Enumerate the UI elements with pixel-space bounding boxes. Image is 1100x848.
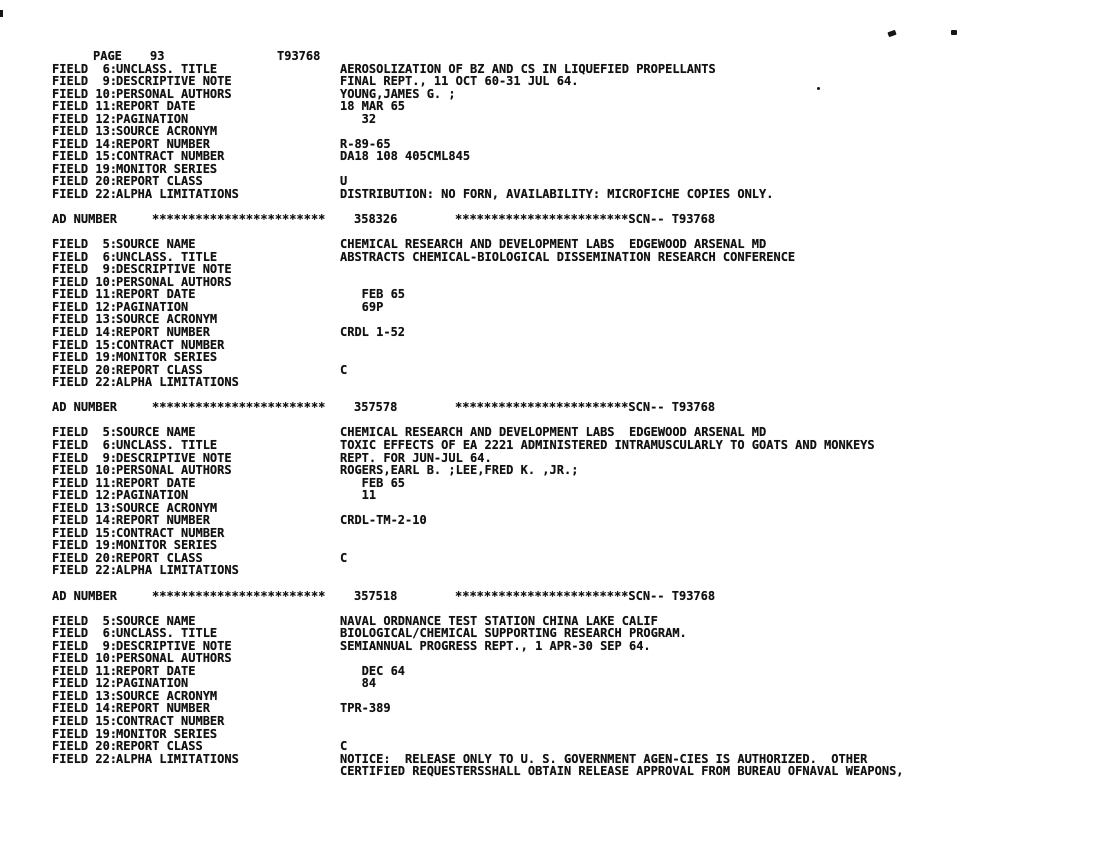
field-value: DA18 108 405CML845	[340, 149, 471, 164]
field-prefix: FIELD 14:	[52, 325, 118, 340]
field-prefix: FIELD 13:	[52, 688, 118, 703]
field-prefix: FIELD 22:	[52, 751, 118, 766]
field-label: REPORT DATE	[116, 663, 196, 678]
field-label: MONITOR SERIES	[116, 350, 218, 365]
field-value: FINAL REPT., 11 OCT 60-31 JUL 64.	[340, 74, 579, 89]
ad-number-separator-line	[52, 590, 1052, 603]
field-line	[52, 276, 1052, 289]
field-label: ALPHA LIMITATIONS	[116, 563, 239, 578]
ad-stars-right: ************************SCN-- T93768	[455, 400, 716, 415]
field-line	[52, 439, 1052, 452]
field-prefix: FIELD 5:	[52, 425, 118, 440]
field-label: PAGINATION	[116, 299, 189, 314]
field-prefix: FIELD 15:	[52, 149, 118, 164]
field-prefix: FIELD 10:	[52, 463, 118, 478]
field-label: REPORT DATE	[116, 287, 196, 302]
field-prefix: FIELD 10:	[52, 86, 118, 101]
field-value: FEB 65	[340, 287, 406, 302]
field-prefix: FIELD 19:	[52, 161, 118, 176]
field-label: REPORT CLASS	[116, 550, 203, 565]
field-line	[52, 715, 1052, 728]
field-value: 69P	[340, 299, 384, 314]
field-prefix: FIELD 20:	[52, 739, 118, 754]
field-label: REPORT DATE	[116, 475, 196, 490]
field-prefix: FIELD 11:	[52, 287, 118, 302]
field-value: FEB 65	[340, 475, 406, 490]
field-value: ROGERS,EARL B. ;LEE,FRED K. ,JR.;	[340, 463, 579, 478]
field-value: R-89-65	[340, 136, 391, 151]
field-prefix: FIELD 19:	[52, 726, 118, 741]
field-value: CHEMICAL RESEARCH AND DEVELOPMENT LABS EDGEWOOD ARSENAL MD	[340, 425, 767, 440]
field-prefix: FIELD 12:	[52, 676, 118, 691]
field-value: C	[340, 550, 348, 565]
field-line	[52, 326, 1052, 339]
field-line	[52, 539, 1052, 552]
field-label: SOURCE NAME	[116, 613, 196, 628]
field-prefix: FIELD 15:	[52, 337, 118, 352]
field-line	[52, 677, 1052, 690]
field-continuation-line	[52, 765, 1052, 778]
field-label: CONTRACT NUMBER	[116, 525, 225, 540]
field-label: ALPHA LIMITATIONS	[116, 375, 239, 390]
field-prefix: FIELD 14:	[52, 136, 118, 151]
field-prefix: FIELD 19:	[52, 538, 118, 553]
field-prefix: FIELD 22:	[52, 375, 118, 390]
page-header-line	[52, 50, 1052, 63]
field-line	[52, 665, 1052, 678]
ad-stars-right: ************************SCN-- T93768	[455, 212, 716, 227]
field-prefix: FIELD 12:	[52, 299, 118, 314]
field-value: CRDL 1-52	[340, 325, 406, 340]
field-label: MONITOR SERIES	[116, 726, 218, 741]
field-label: PERSONAL AUTHORS	[116, 86, 232, 101]
field-prefix: FIELD 5:	[52, 613, 118, 628]
field-label: REPORT NUMBER	[116, 513, 210, 528]
field-value: ABSTRACTS CHEMICAL-BIOLOGICAL DISSEMINATION RESEARCH CONFERENCE	[340, 249, 796, 264]
field-line	[52, 652, 1052, 665]
field-line	[52, 125, 1052, 138]
field-prefix: FIELD 9:	[52, 262, 118, 277]
field-line	[52, 514, 1052, 527]
field-value: REPT. FOR JUN-JUL 64.	[340, 450, 492, 465]
field-line	[52, 75, 1052, 88]
field-value-continued: CERTIFIED REQUESTERSSHALL OBTAIN RELEASE APPROVAL FROM BUREAU OFNAVAL WEAPONS,	[340, 764, 904, 779]
field-prefix: FIELD 14:	[52, 513, 118, 528]
field-prefix: FIELD 10:	[52, 651, 118, 666]
ad-number-value: 357518	[354, 588, 398, 603]
field-prefix: FIELD 19:	[52, 350, 118, 365]
field-line	[52, 88, 1052, 101]
blank-line	[52, 577, 1052, 590]
field-value: C	[340, 739, 348, 754]
field-value: DEC 64	[340, 663, 406, 678]
field-line	[52, 489, 1052, 502]
field-prefix: FIELD 20:	[52, 362, 118, 377]
field-line	[52, 740, 1052, 753]
field-label: MONITOR SERIES	[116, 161, 218, 176]
field-label: DESCRIPTIVE NOTE	[116, 262, 232, 277]
field-line	[52, 464, 1052, 477]
field-label: ALPHA LIMITATIONS	[116, 751, 239, 766]
field-value: BIOLOGICAL/CHEMICAL SUPPORTING RESEARCH PROGRAM.	[340, 626, 687, 641]
field-value: C	[340, 362, 348, 377]
field-prefix: FIELD 15:	[52, 713, 118, 728]
page-label: PAGE	[93, 49, 122, 63]
ad-stars-left: ************************	[152, 212, 326, 227]
field-label: REPORT CLASS	[116, 362, 203, 377]
field-label: UNCLASS. TITLE	[116, 61, 218, 76]
ad-number-value: 357578	[354, 400, 398, 415]
field-value: AEROSOLIZATION OF BZ AND CS IN LIQUEFIED PROPELLANTS	[340, 61, 716, 76]
field-label: REPORT NUMBER	[116, 701, 210, 716]
field-label: PERSONAL AUTHORS	[116, 651, 232, 666]
field-prefix: FIELD 14:	[52, 701, 118, 716]
field-label: SOURCE ACRONYM	[116, 500, 218, 515]
field-line	[52, 263, 1052, 276]
ad-stars-right: ************************SCN-- T93768	[455, 588, 716, 603]
field-prefix: FIELD 22:	[52, 563, 118, 578]
field-prefix: FIELD 6:	[52, 626, 118, 641]
field-prefix: FIELD 12:	[52, 111, 118, 126]
field-label: SOURCE ACRONYM	[116, 312, 218, 327]
field-prefix: FIELD 13:	[52, 124, 118, 139]
field-label: REPORT NUMBER	[116, 136, 210, 151]
field-value: CRDL-TM-2-10	[340, 513, 427, 528]
field-label: CONTRACT NUMBER	[116, 337, 225, 352]
field-label: REPORT CLASS	[116, 739, 203, 754]
field-value: 18 MAR 65	[340, 99, 406, 114]
field-prefix: FIELD 6:	[52, 61, 118, 76]
field-line	[52, 351, 1052, 364]
field-value: NOTICE: RELEASE ONLY TO U. S. GOVERNMENT AGEN-CIES IS AUTHORIZED. OTHER	[340, 751, 868, 766]
field-prefix: FIELD 10:	[52, 274, 118, 289]
field-prefix: FIELD 12:	[52, 488, 118, 503]
field-label: UNCLASS. TITLE	[116, 626, 218, 641]
field-line	[52, 376, 1052, 389]
field-label: REPORT DATE	[116, 99, 196, 114]
ad-number-separator-line	[52, 401, 1052, 414]
ad-stars-left: ************************	[152, 400, 326, 415]
field-label: PERSONAL AUTHORS	[116, 274, 232, 289]
ad-number-separator-line	[52, 213, 1052, 226]
field-prefix: FIELD 9:	[52, 450, 118, 465]
blank-line	[52, 602, 1052, 615]
field-label: DESCRIPTIVE NOTE	[116, 450, 232, 465]
field-line	[52, 238, 1052, 251]
field-value: U	[340, 174, 348, 189]
field-value: 32	[340, 111, 377, 126]
field-prefix: FIELD 6:	[52, 437, 118, 452]
field-prefix: FIELD 11:	[52, 475, 118, 490]
field-line	[52, 100, 1052, 113]
field-label: PAGINATION	[116, 111, 189, 126]
field-value: YOUNG,JAMES G. ;	[340, 86, 456, 101]
field-label: CONTRACT NUMBER	[116, 713, 225, 728]
field-label: UNCLASS. TITLE	[116, 249, 218, 264]
field-label: SOURCE ACRONYM	[116, 688, 218, 703]
field-value: CHEMICAL RESEARCH AND DEVELOPMENT LABS EDGEWOOD ARSENAL MD	[340, 237, 767, 252]
field-value: SEMIANNUAL PROGRESS REPT., 1 APR-30 SEP 64.	[340, 638, 651, 653]
field-prefix: FIELD 13:	[52, 312, 118, 327]
field-prefix: FIELD 11:	[52, 99, 118, 114]
field-line	[52, 627, 1052, 640]
field-label: REPORT NUMBER	[116, 325, 210, 340]
field-prefix: FIELD 13:	[52, 500, 118, 515]
field-label: REPORT CLASS	[116, 174, 203, 189]
field-value: NAVAL ORDNANCE TEST STATION CHINA LAKE CALIF	[340, 613, 658, 628]
field-line	[52, 477, 1052, 490]
scan-speck	[951, 30, 957, 35]
field-prefix: FIELD 22:	[52, 187, 118, 202]
page-number: 93	[150, 49, 165, 63]
field-label: SOURCE ACRONYM	[116, 124, 218, 139]
field-prefix: FIELD 15:	[52, 525, 118, 540]
field-prefix: FIELD 11:	[52, 663, 118, 678]
field-label: PAGINATION	[116, 676, 189, 691]
field-value: TOXIC EFFECTS OF EA 2221 ADMINISTERED INTRAMUSCULARLY TO GOATS AND MONKEYS	[340, 437, 875, 452]
ad-number-label: AD NUMBER	[52, 212, 118, 227]
field-label: PERSONAL AUTHORS	[116, 463, 232, 478]
field-label: SOURCE NAME	[116, 237, 196, 252]
field-line	[52, 288, 1052, 301]
field-label: PAGINATION	[116, 488, 189, 503]
field-prefix: FIELD 9:	[52, 638, 118, 653]
doc-id: T93768	[277, 49, 321, 63]
field-label: SOURCE NAME	[116, 425, 196, 440]
field-line	[52, 188, 1052, 201]
ad-number-label: AD NUMBER	[52, 588, 118, 603]
field-label: CONTRACT NUMBER	[116, 149, 225, 164]
field-label: DESCRIPTIVE NOTE	[116, 74, 232, 89]
field-label: MONITOR SERIES	[116, 538, 218, 553]
field-prefix: FIELD 5:	[52, 237, 118, 252]
field-label: ALPHA LIMITATIONS	[116, 187, 239, 202]
ad-number-value: 358326	[354, 212, 398, 227]
ad-stars-left: ************************	[152, 588, 326, 603]
field-prefix: FIELD 20:	[52, 550, 118, 565]
field-value: 11	[340, 488, 377, 503]
scan-speck	[887, 30, 896, 37]
field-prefix: FIELD 6:	[52, 249, 118, 264]
field-prefix: FIELD 20:	[52, 174, 118, 189]
field-line	[52, 564, 1052, 577]
scan-speck	[0, 10, 3, 17]
field-label: DESCRIPTIVE NOTE	[116, 638, 232, 653]
field-value: 84	[340, 676, 377, 691]
field-value: DISTRIBUTION: NO FORN, AVAILABILITY: MICROFICHE COPIES ONLY.	[340, 187, 774, 202]
field-label: UNCLASS. TITLE	[116, 437, 218, 452]
ad-number-label: AD NUMBER	[52, 400, 118, 415]
printout	[52, 50, 1052, 778]
field-prefix: FIELD 9:	[52, 74, 118, 89]
field-value: TPR-389	[340, 701, 391, 716]
